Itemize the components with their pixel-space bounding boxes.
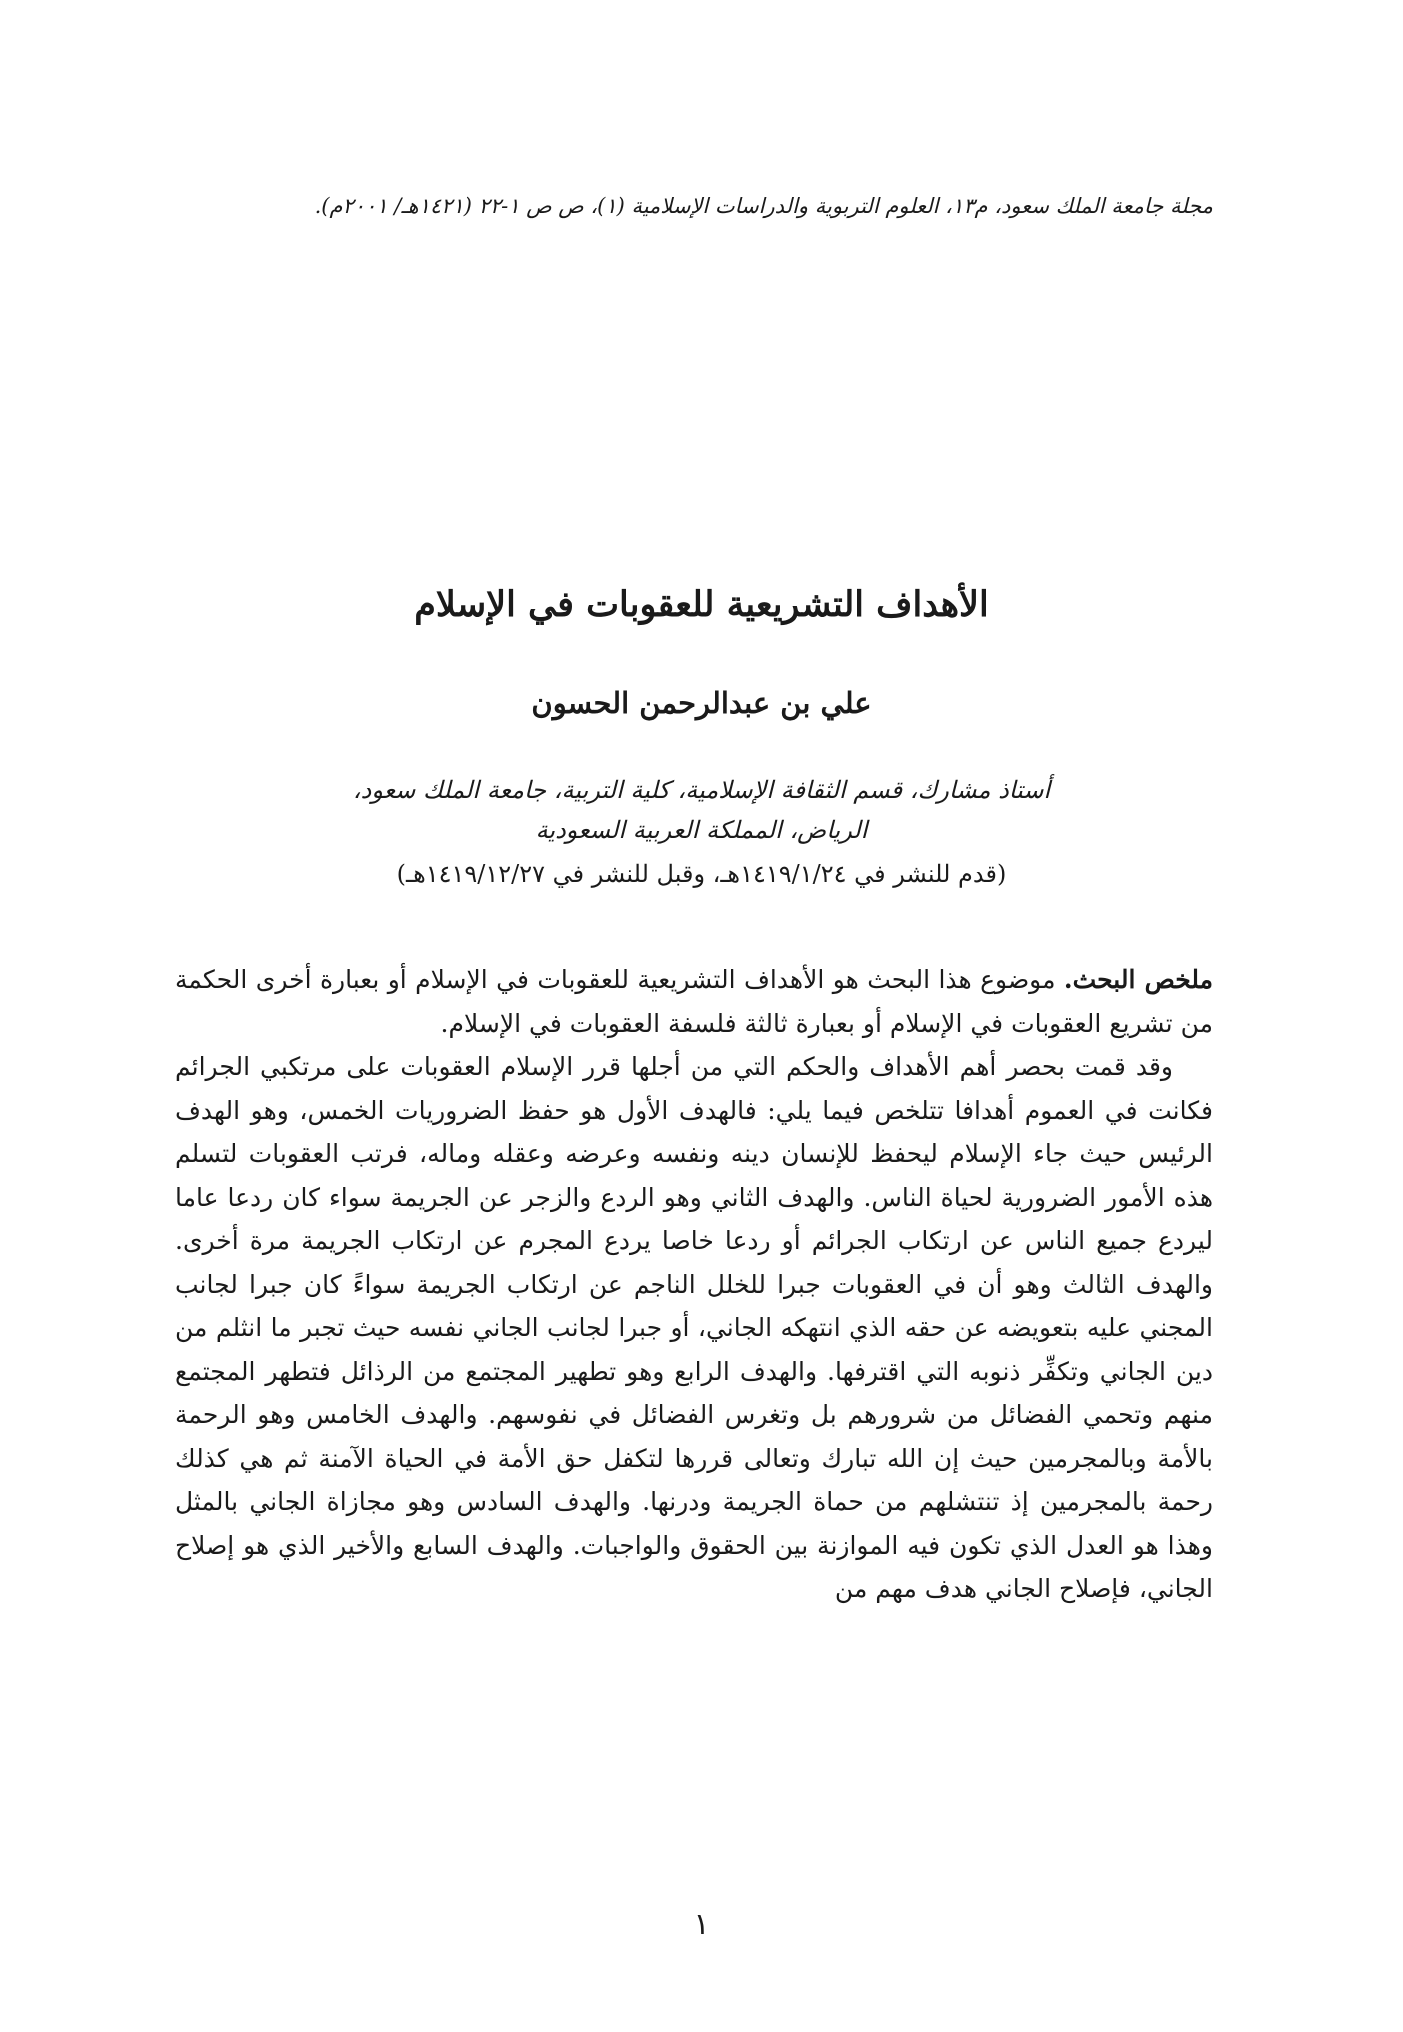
abstract-section (175, 958, 1213, 1611)
submission-dates: (قدم للنشر في ١٤١٩/١/٢٤هـ، وقبل للنشر في ١٤١٩/١٢/٢٧هـ) (396, 860, 1007, 888)
abstract-label: ملخص البحث. (1063, 965, 1214, 994)
title-block (0, 575, 1403, 725)
abstract-paragraph-2: وقد قمت بحصر أهم الأهداف والحكم التي من أجلها قرر الإسلام العقوبات على مرتكبي الجرائم فكانت في العموم أهدافا تتلخص فيما يلي: فالهدف الأول هو حفظ الضروريات الخمس، وهو الهدف الرئيس حيث جاء الإسلام ليحفظ للإنسان دينه ونفسه وعرضه وعقله وماله، فرتب العقوبات لتسلم هذه الأمور الضرورية لحياة الناس. والهدف الثاني وهو الردع والزجر عن الجريمة سواء كان ردعا عاما ليردع جميع الناس عن ارتكاب الجرائم أو ردعا خاصا يردع المجرم عن ارتكاب الجريمة مرة أخرى. والهدف الثالث وهو أن في العقوبات جبرا للخلل الناجم عن ارتكاب الجريمة سواءً كان جبرا لجانب المجني عليه بتعويضه عن حقه الذي انتهكه الجاني، أو جبرا لجانب الجاني نفسه حيث تجبر ما انثلم من دين الجاني وتكفِّر ذنوبه التي اقترفها. والهدف الرابع وهو تطهير المجتمع من الرذائل فتطهر المجتمع منهم وتحمي الفضائل من شرورهم بل وتغرس الفضائل في نفوسهم. والهدف الخامس وهو الرحمة بالأمة وبالمجرمين حيث إن الله تبارك وتعالى قررها لتكفل حق الأمة في الحياة الآمنة ثم هي كذلك رحمة بالمجرمين إذ تنتشلهم من حماة الجريمة ودرنها. والهدف السادس وهو مجازاة الجاني بالمثل وهذا هو العدل الذي تكون فيه الموازنة بين الحقوق والواجبات. والهدف السابع والأخير الذي هو إصلاح الجاني، فإصلاح الجاني هدف مهم من (175, 1052, 1213, 1603)
paper-title: الأهداف التشريعية للعقوبات في الإسلام (414, 584, 989, 625)
abstract-paragraph-1-text: موضوع هذا البحث هو الأهداف التشريعية للعقوبات في الإسلام أو بعبارة أخرى الحكمة من تشريع العقوبات في الإسلام أو بعبارة ثالثة فلسفة العقوبات في الإسلام. (175, 965, 1213, 1038)
affiliation-line-1: أستاذ مشارك، قسم الثقافة الإسلامية، كلية التربية، جامعة الملك سعود، (352, 776, 1051, 804)
journal-citation-header: مجلة جامعة الملك سعود، م١٣، العلوم التربوية والدراسات الإسلامية (١)، ص ص ١-٢٢ (١٤٢١هـ/ ٢٠٠١م). (314, 194, 1213, 218)
author-name: علي بن عبدالرحمن الحسون (531, 686, 872, 720)
page-number: ١ (693, 1907, 710, 1942)
affiliation-line-2: الرياض، المملكة العربية السعودية (535, 816, 868, 844)
author-affiliation (250, 770, 1153, 894)
abstract-paragraph-1 (175, 958, 1213, 1045)
